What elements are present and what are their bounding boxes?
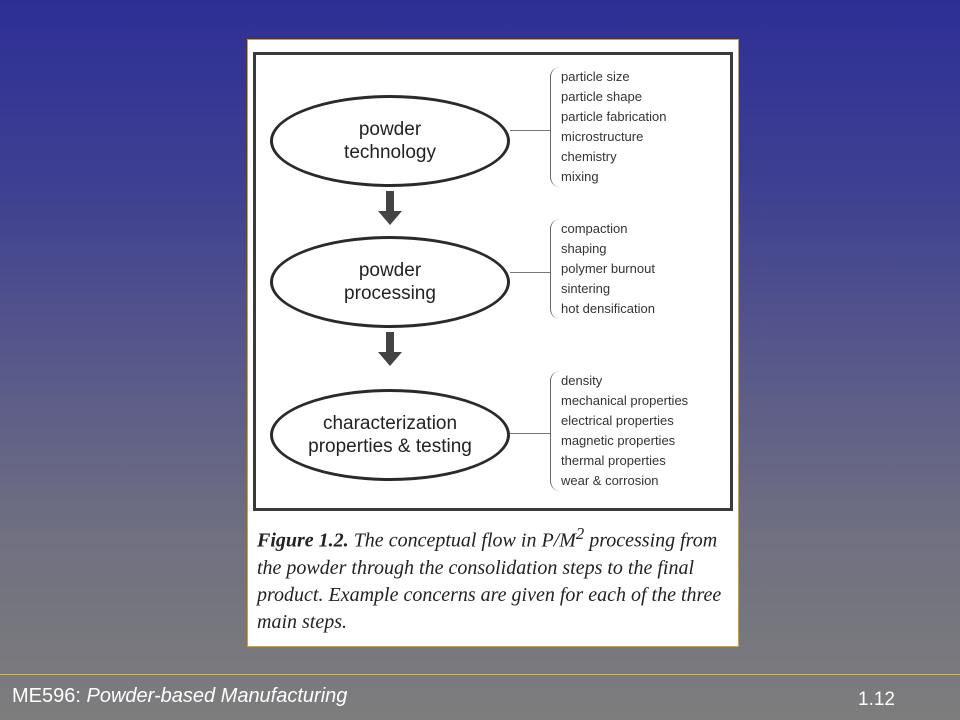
concerns-characterization [550,371,688,491]
concern-item: particle fabrication [561,109,667,124]
caption-text: The conceptual flow in P/M [348,529,576,552]
concern-item: particle shape [561,89,642,104]
concern-item: sintering [561,281,611,296]
course-title: Powder-based Manufacturing [80,685,348,707]
concern-item: shaping [561,241,607,256]
concerns-powder-technology [550,67,667,187]
concern-item: mixing [561,169,599,184]
stage-label-line: powder [358,119,422,140]
concerns-powder-processing [550,219,655,319]
course-code: ME596 [12,685,76,707]
stage-label-line: technology [344,142,436,163]
stage-label-line: properties & testing [308,436,472,457]
concern-item: thermal properties [561,453,666,468]
caption-text: processing from the powder through the consolidation steps to the final product. Example concerns are given for each of the three main steps. [257,529,722,633]
footer-separator: : [75,685,81,707]
concern-item: mechanical properties [561,393,689,408]
connector-line [510,130,550,131]
concern-item: wear & corrosion [561,473,659,488]
stage-powder-processing [270,236,510,328]
concern-item: polymer burnout [561,261,655,276]
flow-diagram [253,52,733,511]
concern-item: electrical properties [561,413,674,428]
stage-characterization [270,389,510,481]
concern-item: compaction [561,221,628,236]
caption-label: Figure 1.2. [257,529,349,552]
connector-line [510,433,550,434]
concern-item: magnetic properties [561,433,676,448]
stage-powder-technology [270,95,510,187]
stage-label-line: characterization [322,413,458,434]
concern-item: microstructure [561,129,644,144]
concern-item: hot densification [561,301,655,316]
figure-panel [247,39,739,647]
slide-number: 1.12 [858,689,895,710]
footer-title [12,685,347,708]
down-arrow-icon [378,332,402,366]
connector-line [510,272,550,273]
concern-item: chemistry [561,149,617,164]
down-arrow-icon [378,191,402,225]
stage-label-line: processing [344,283,436,304]
caption-superscript: 2 [575,524,585,543]
concern-item: particle size [561,69,630,84]
concern-item: density [561,373,603,388]
figure-caption [257,520,733,636]
stage-label-line: powder [358,260,422,281]
footer-divider [0,674,960,675]
